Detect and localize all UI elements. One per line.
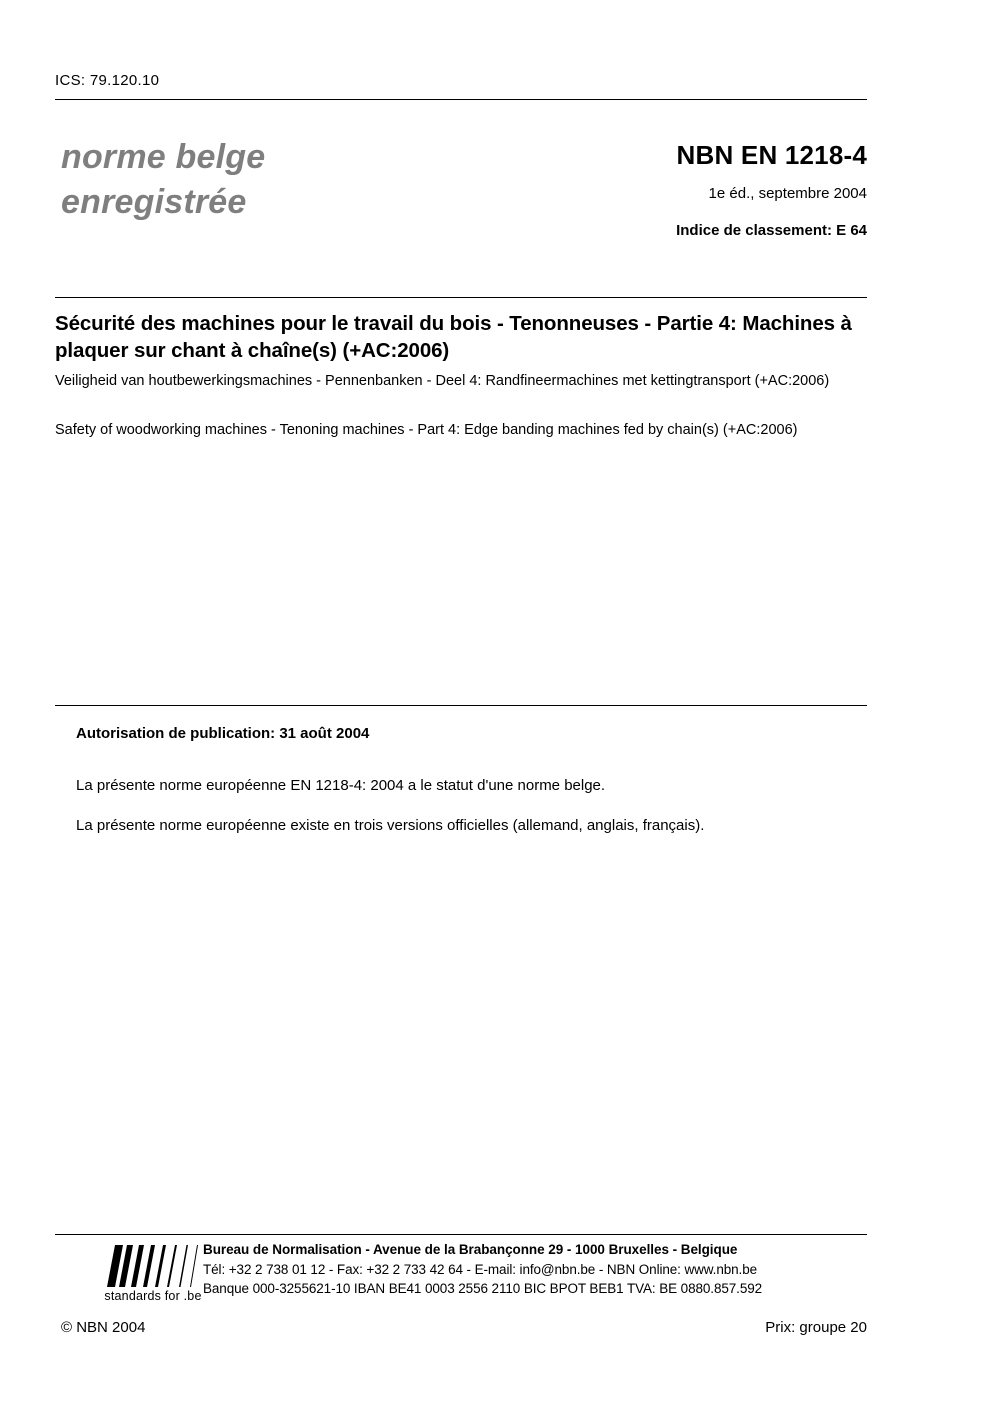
footer-address: Bureau de Normalisation - Avenue de la Brabançonne 29 - 1000 Bruxelles - Belgique xyxy=(203,1242,738,1257)
footer-bank-details: Banque 000-3255621-10 IBAN BE41 0003 2556 2110 BIC BPOT BEB1 TVA: BE 0880.857.592 xyxy=(203,1281,763,1296)
classification-index: Indice de classement: E 64 xyxy=(676,222,867,239)
footer-contact: Tél: +32 2 738 01 12 - Fax: +32 2 733 42 64 - E-mail: info@nbn.be - NBN Online: www.nbn.be xyxy=(203,1261,758,1277)
divider-top xyxy=(55,99,867,100)
masthead xyxy=(61,135,265,225)
standard-number: NBN EN 1218-4 xyxy=(676,140,867,170)
reference-block xyxy=(676,140,867,239)
title-dutch: Veiligheid van houtbewerkingsmachines - Pennenbanken - Deel 4: Randfineermachines met kettingtransport (+AC:2006) xyxy=(55,373,830,389)
authorisation-heading: Autorisation de publication: 31 août 2004 xyxy=(76,725,370,742)
ics-code: ICS: 79.120.10 xyxy=(55,72,160,89)
divider-title xyxy=(55,297,867,298)
nbn-logo-caption: standards for .be xyxy=(104,1289,202,1303)
edition-date: 1e éd., septembre 2004 xyxy=(708,185,867,202)
page-content xyxy=(55,0,867,1403)
divider-authorisation xyxy=(55,705,867,706)
masthead-line-1: norme belge xyxy=(61,138,266,176)
price-group: Prix: groupe 20 xyxy=(765,1319,867,1336)
title-english: Safety of woodworking machines - Tenoning machines - Part 4: Edge banding machines fed by chain(s) (+AC:2006) xyxy=(55,422,798,438)
nbn-logo-mark xyxy=(93,1245,213,1287)
title-french: Sécurité des machines pour le travail du bois - Tenonneuses - Partie 4: Machines à plaquer sur chant à chaîne(s) (+AC:2006) xyxy=(55,312,852,362)
authorisation-paragraph-2: La présente norme européenne existe en trois versions officielles (allemand, anglais, français). xyxy=(76,817,705,834)
footer-contact-block xyxy=(203,1240,868,1299)
authorisation-paragraph-1: La présente norme européenne EN 1218-4: 2004 a le statut d'une norme belge. xyxy=(76,777,606,794)
divider-footer xyxy=(55,1234,867,1235)
nbn-logo xyxy=(93,1245,213,1303)
masthead-line-2: enregistrée xyxy=(61,183,247,221)
copyright-notice: © NBN 2004 xyxy=(61,1319,146,1336)
